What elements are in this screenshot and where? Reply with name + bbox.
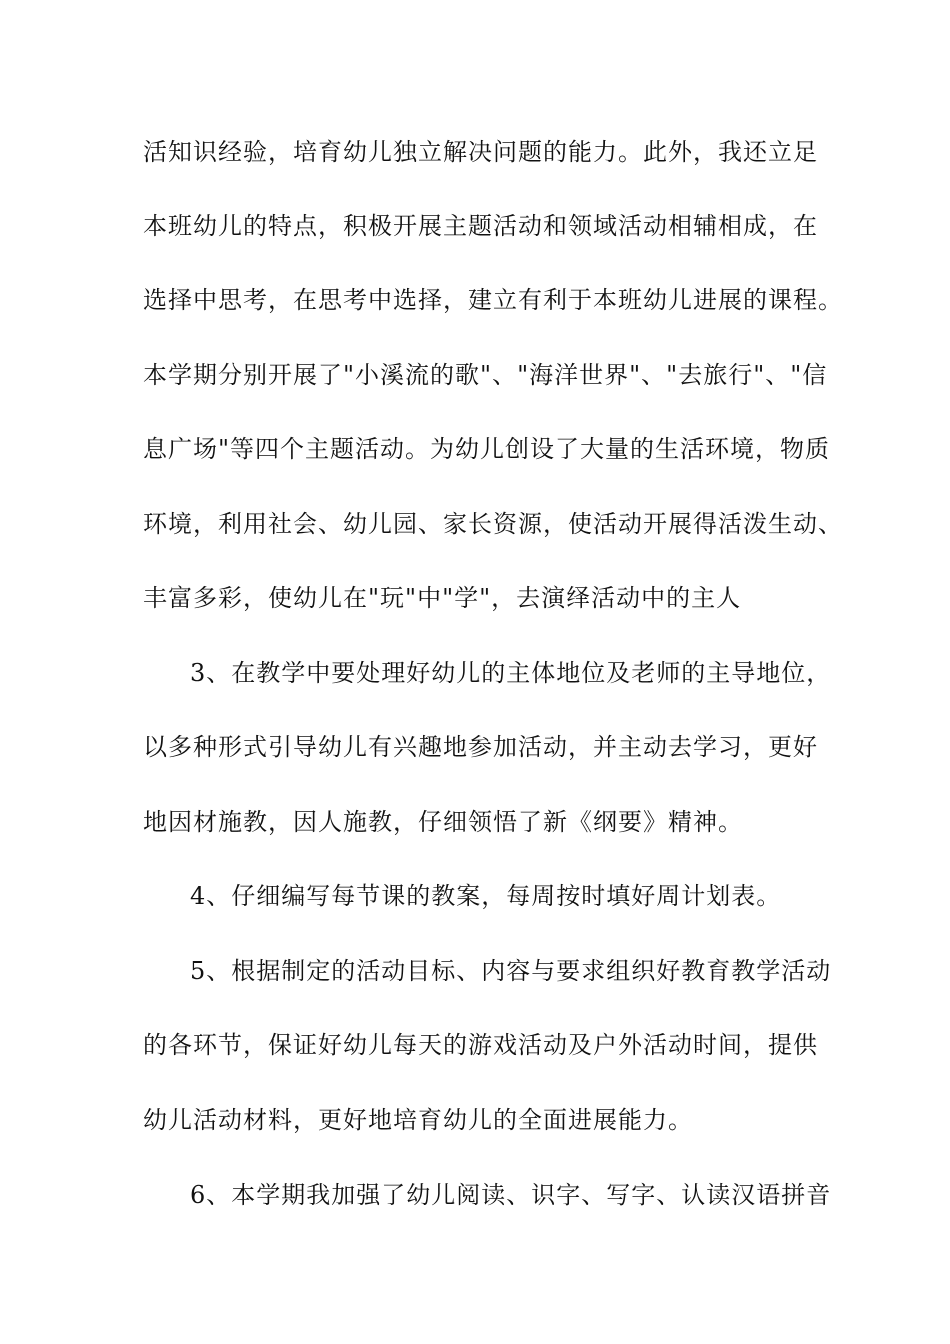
text-line: 本学期分别开展了"小溪流的歌"、"海洋世界"、"去旅行"、"信 — [143, 361, 828, 389]
text-line: 环境，利用社会、幼儿园、家长资源，使活动开展得活泼生动、 — [143, 510, 843, 538]
text-line: 的各环节，保证好幼儿每天的游戏活动及户外活动时间，提供 — [143, 1031, 818, 1059]
text-line: 4、仔细编写每节课的教案，每周按时填好周计划表。 — [190, 882, 782, 910]
text-line: 幼儿活动材料，更好地培育幼儿的全面进展能力。 — [143, 1106, 693, 1134]
text-line: 以多种形式引导幼儿有兴趣地参加活动，并主动去学习，更好 — [143, 733, 818, 761]
text-line: 活知识经验，培育幼儿独立解决问题的能力。此外，我还立足 — [143, 138, 818, 166]
text-line: 6、本学期我加强了幼儿阅读、识字、写字、认读汉语拼音 — [190, 1181, 832, 1209]
text-line: 本班幼儿的特点，积极开展主题活动和领域活动相辅相成，在 — [143, 212, 818, 240]
text-line: 5、根据制定的活动目标、内容与要求组织好教育教学活动 — [190, 957, 832, 985]
text-line: 地因材施教，因人施教，仔细领悟了新《纲要》精神。 — [143, 808, 743, 836]
text-line: 丰富多彩，使幼儿在"玩"中"学"，去演绎活动中的主人 — [143, 584, 742, 612]
text-line: 息广场"等四个主题活动。为幼儿创设了大量的生活环境，物质 — [143, 435, 831, 463]
text-line: 选择中思考，在思考中选择，建立有利于本班幼儿进展的课程。 — [143, 286, 843, 314]
text-line: 3、在教学中要处理好幼儿的主体地位及老师的主导地位， — [190, 659, 832, 687]
